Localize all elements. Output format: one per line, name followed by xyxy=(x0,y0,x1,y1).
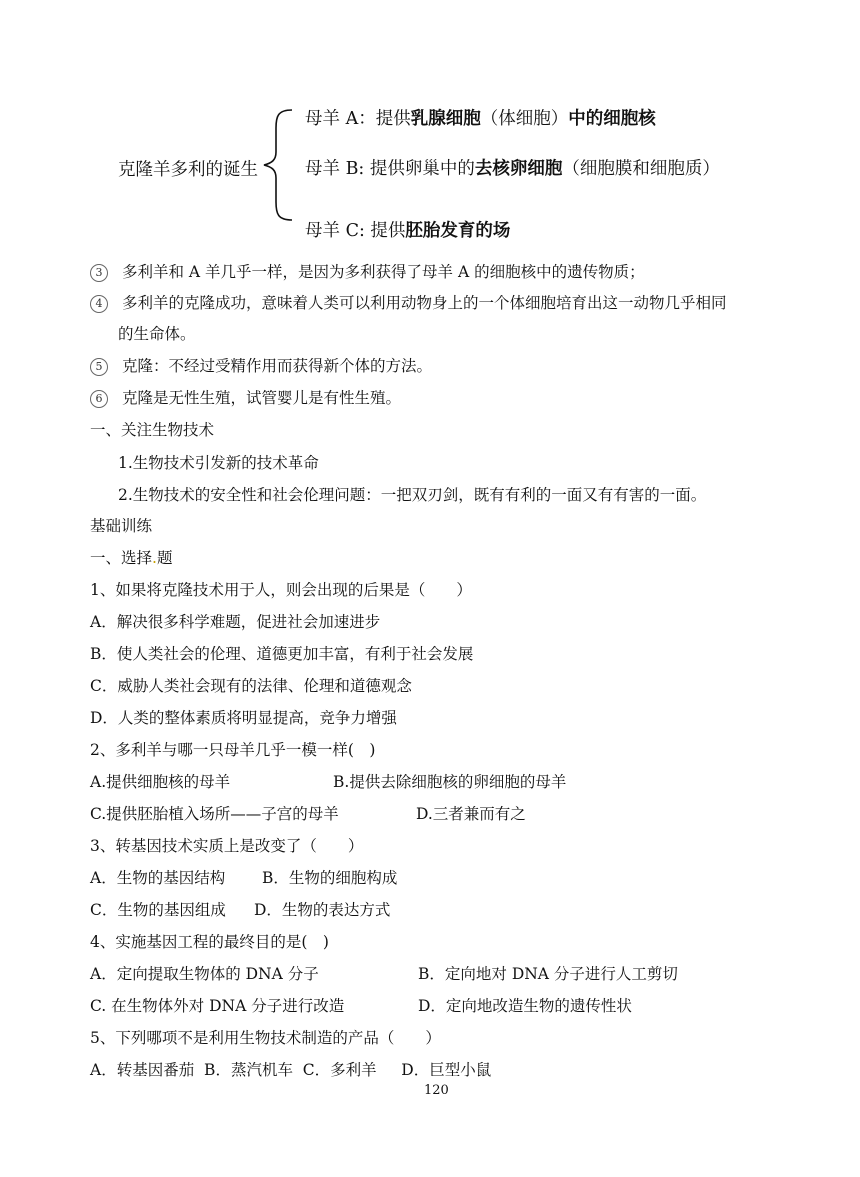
q1-option-a: A．解决很多科学难题，促进社会加速进步 xyxy=(90,613,381,631)
point-6: 6 克隆是无性生殖，试管婴儿是有性生殖。 xyxy=(90,388,401,408)
q3-option-d: D．生物的表达方式 xyxy=(254,901,391,919)
q4-option-d: D．定向地改造生物的遗传性状 xyxy=(418,997,632,1015)
section-item-2: 2.生物技术的安全性和社会伦理问题：一把双刃剑，既有有利的一面又有有害的一面。 xyxy=(118,486,707,504)
question-4: 4、实施基因工程的最终目的是( ) xyxy=(90,933,329,951)
section-heading: 一、关注生物技术 xyxy=(90,421,215,439)
clone-title: 克隆羊多利的诞生 xyxy=(118,160,258,180)
q3-option-a: A．生物的基因结构 xyxy=(90,869,226,887)
q2-option-a: A.提供细胞核的母羊 xyxy=(90,773,231,791)
question-3: 3、转基因技术实质上是改变了（ ） xyxy=(90,837,364,855)
section-item-1: 1.生物技术引发新的技术革命 xyxy=(118,454,319,472)
clone-ewe-a: 母羊 A：提供乳腺细胞（体细胞）中的细胞核 xyxy=(305,109,656,129)
question-5: 5、下列哪项不是利用生物技术制造的产品（ ） xyxy=(90,1029,441,1047)
point-3: 3 多利羊和 A 羊几乎一样，是因为多利获得了母羊 A 的细胞核中的遗传物质； xyxy=(90,262,645,282)
curly-brace xyxy=(258,108,298,222)
q2-option-b: B.提供去除细胞核的卵细胞的母羊 xyxy=(333,773,567,791)
point-4-cont: 的生命体。 xyxy=(118,325,196,343)
clone-ewe-c: 母羊 C: 提供胚胎发育的场 xyxy=(305,221,511,241)
choice-heading: 一、选择.题 xyxy=(90,549,173,567)
page-number: 120 xyxy=(424,1083,449,1098)
question-2: 2、多利羊与哪一只母羊几乎一模一样( ) xyxy=(90,741,376,759)
q2-option-d: D.三者兼而有之 xyxy=(416,805,526,823)
q2-option-c: C.提供胚胎植入场所——子宫的母羊 xyxy=(90,805,339,823)
q1-option-b: B．使人类社会的伦理、道德更加丰富，有利于社会发展 xyxy=(90,645,474,663)
training-heading: 基础训练 xyxy=(90,517,153,535)
q3-option-b: B．生物的细胞构成 xyxy=(262,869,398,887)
q5-options: A．转基因番茄 B．蒸汽机车 C．多利羊 D．巨型小鼠 xyxy=(90,1061,492,1079)
q4-option-a: A．定向提取生物体的 DNA 分子 xyxy=(90,965,319,983)
q1-option-d: D．人类的整体素质将明显提高，竞争力增强 xyxy=(90,709,397,727)
point-5: 5 克隆：不经过受精作用而获得新个体的方法。 xyxy=(90,356,432,376)
clone-ewe-b: 母羊 B: 提供卵巢中的去核卵细胞（细胞膜和细胞质） xyxy=(305,159,720,179)
q3-option-c: C．生物的基因组成 xyxy=(90,901,226,919)
point-4: 4 多利羊的克隆成功，意味着人类可以利用动物身上的一个体细胞培育出这一动物几乎相同 xyxy=(90,293,727,313)
q4-option-c: C. 在生物体外对 DNA 分子进行改造 xyxy=(90,997,345,1015)
q1-option-c: C．威胁人类社会现有的法律、伦理和道德观念 xyxy=(90,677,412,695)
question-1: 1、如果将克隆技术用于人，则会出现的后果是（ ） xyxy=(90,581,472,599)
q4-option-b: B．定向地对 DNA 分子进行人工剪切 xyxy=(418,965,678,983)
